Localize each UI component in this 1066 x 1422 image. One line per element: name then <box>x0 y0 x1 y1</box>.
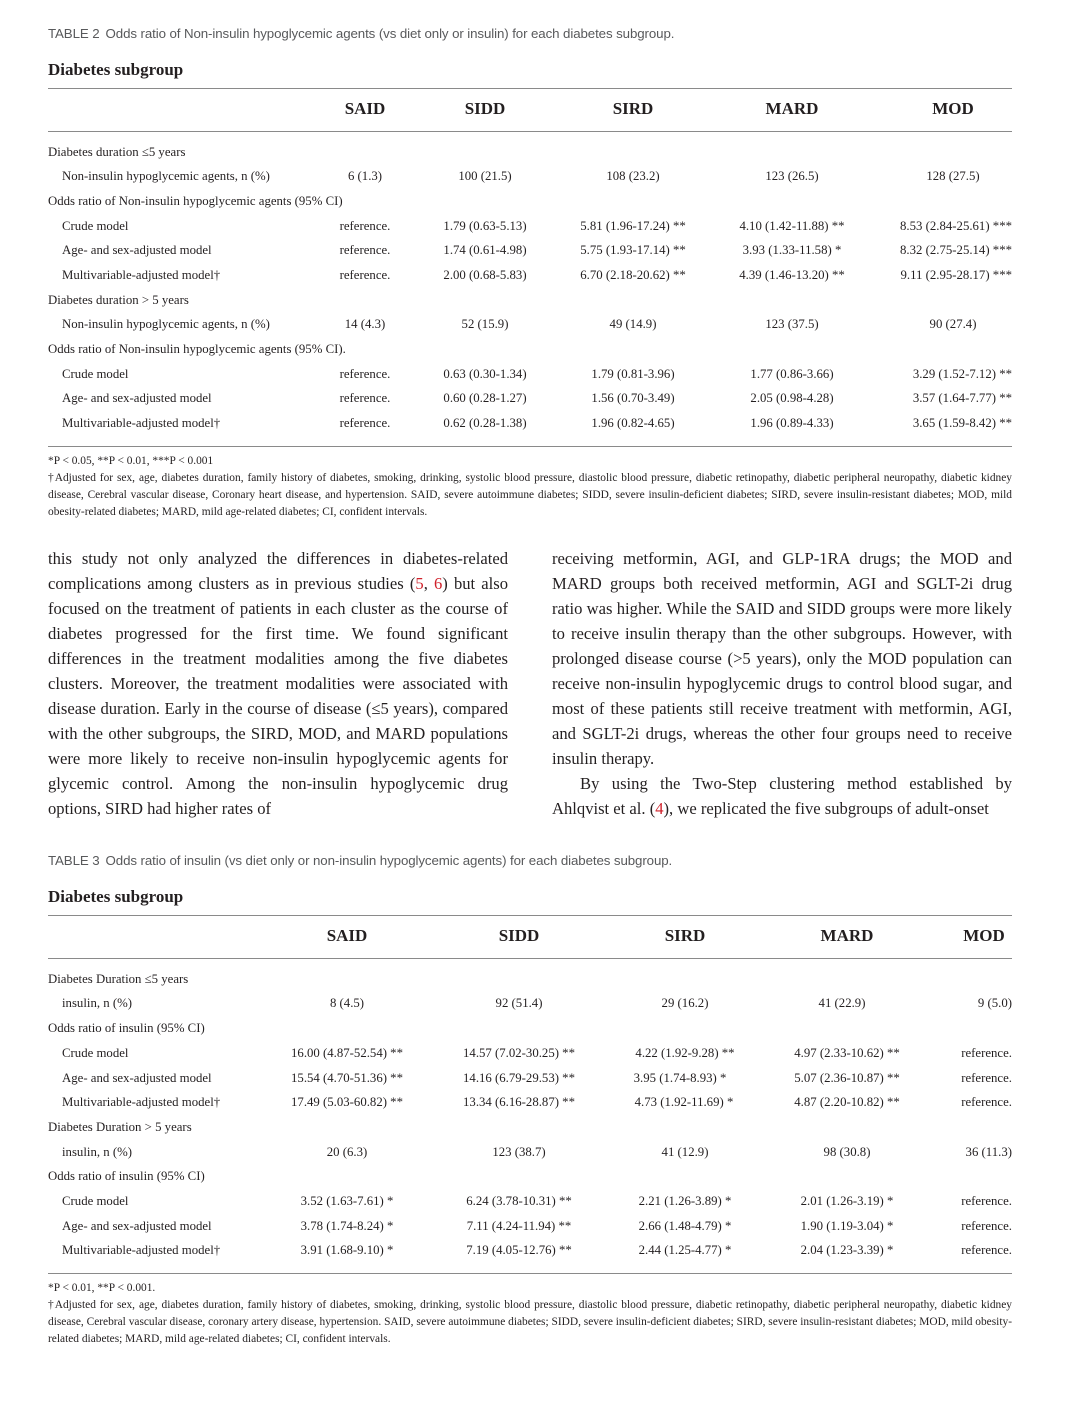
cell: 52 (15.9) <box>461 317 509 331</box>
column-header-said: SAID <box>326 926 368 945</box>
table-row <box>0 1219 1066 1241</box>
cell: 7.19 (4.05-12.76) ** <box>466 1243 572 1257</box>
table-row <box>0 169 1066 191</box>
cell: 3.65 (1.59-8.42) ** <box>912 416 1012 430</box>
row-label: Crude model <box>62 367 129 381</box>
table-row <box>0 268 1066 290</box>
cell: 2.21 (1.26-3.89) * <box>638 1194 732 1208</box>
cell: 17.49 (5.03-60.82) ** <box>291 1095 403 1109</box>
row-label: Crude model <box>62 1194 129 1208</box>
text-run: this study not only analyzed the differences in diabetes-related complications among clusters as in previous studies ( <box>48 549 508 593</box>
text-run: , <box>423 574 434 593</box>
table-2-caption <box>48 26 674 41</box>
table-label: TABLE 2 <box>48 26 100 41</box>
table-row <box>0 1046 1066 1068</box>
cell: 1.79 (0.81-3.96) <box>591 367 675 381</box>
section-heading-row <box>0 972 1066 994</box>
table-row <box>0 243 1066 265</box>
cell: reference. <box>961 1243 1012 1257</box>
section-heading-row <box>0 293 1066 315</box>
cell: reference. <box>961 1219 1012 1233</box>
table-rule-header <box>48 131 1012 132</box>
column-header-sidd: SIDD <box>464 99 506 118</box>
column-header-mod: MOD <box>963 926 1005 945</box>
cell: 4.22 (1.92-9.28) ** <box>635 1046 735 1060</box>
cell: 20 (6.3) <box>326 1145 368 1159</box>
table-rule-bottom <box>48 1273 1012 1274</box>
row-label: Multivariable-adjusted model† <box>62 1095 221 1109</box>
row-label: Multivariable-adjusted model† <box>62 416 221 430</box>
cell: reference. <box>961 1095 1012 1109</box>
or-heading: Odds ratio of insulin (95% CI) <box>48 1169 205 1183</box>
section-heading: Diabetes duration > 5 years <box>48 293 189 307</box>
row-label: Age- and sex-adjusted model <box>62 1071 212 1085</box>
paragraph: receiving metformin, AGI, and GLP-1RA drugs; the MOD and MARD groups both received metformin, AGI and SGLT-2i drug ratio was higher. While the SAID and SIDD groups were more likely to receive insulin therapy than the other subgroups. However, with prolonged disease course (>5 years), only the MOD population can receive non-insulin hypoglycemic drugs to control blood sugar, and most of these patients still receive treatment with metformin, AGI, and SGLT-2i drugs, whereas the other four groups need to receive insulin therapy. <box>552 549 1012 768</box>
row-label: Non-insulin hypoglycemic agents, n (%) <box>62 169 270 183</box>
table-row <box>0 219 1066 241</box>
cell: 9 (5.0) <box>977 996 1012 1010</box>
cell: 98 (30.8) <box>823 1145 871 1159</box>
cell: 1.56 (0.70-3.49) <box>591 391 675 405</box>
cell: 100 (21.5) <box>458 169 512 183</box>
footnote-significance: *P < 0.01, **P < 0.001. <box>48 1282 156 1294</box>
cell: 4.39 (1.46-13.20) ** <box>739 268 845 282</box>
table-row <box>0 996 1066 1018</box>
cell: 16.00 (4.87-52.54) ** <box>291 1046 403 1060</box>
column-header-sidd: SIDD <box>498 926 540 945</box>
or-heading: Odds ratio of insulin (95% CI) <box>48 1021 205 1035</box>
cell: 6.70 (2.18-20.62) ** <box>580 268 686 282</box>
row-label: Age- and sex-adjusted model <box>62 1219 212 1233</box>
text-run: ), we replicated the five subgroups of adult-onset <box>663 799 989 818</box>
cell: 0.62 (0.28-1.38) <box>443 416 527 430</box>
subgroup-heading: Diabetes subgroup <box>48 887 184 906</box>
or-heading: Odds ratio of Non-insulin hypoglycemic agents (95% CI) <box>48 194 343 208</box>
table-rule-header <box>48 958 1012 959</box>
cell: 15.54 (4.70-51.36) ** <box>291 1071 403 1085</box>
cell: 9.11 (2.95-28.17) *** <box>900 268 1012 282</box>
cell: 29 (16.2) <box>661 996 709 1010</box>
table-row <box>0 416 1066 438</box>
column-header-sird: SIRD <box>664 926 706 945</box>
row-label: Crude model <box>62 219 129 233</box>
or-heading: Odds ratio of Non-insulin hypoglycemic agents (95% CI). <box>48 342 346 356</box>
table-row <box>0 1095 1066 1117</box>
column-header-sird: SIRD <box>612 99 654 118</box>
table-row <box>0 317 1066 339</box>
table-row <box>0 367 1066 389</box>
cell: 3.93 (1.33-11.58) * <box>742 243 842 257</box>
cell: 123 (37.5) <box>765 317 819 331</box>
cell: 3.52 (1.63-7.61) * <box>300 1194 394 1208</box>
table-row <box>0 391 1066 413</box>
footnote-significance: *P < 0.05, **P < 0.01, ***P < 0.001 <box>48 455 214 467</box>
citation-link[interactable]: 5 <box>415 574 424 593</box>
or-heading-row <box>0 194 1066 216</box>
paragraph <box>48 546 508 821</box>
cell: 2.00 (0.68-5.83) <box>443 268 527 282</box>
row-label: Non-insulin hypoglycemic agents, n (%) <box>62 317 270 331</box>
cell: 36 (11.3) <box>965 1145 1012 1159</box>
column-header-mod: MOD <box>932 99 974 118</box>
or-heading-row <box>0 342 1066 364</box>
text-run: ) but also focused on the treatment of patients in each cluster as the course of diabetes progressed for the first time. We found significant differences in the treatment modalities among the five diabetes clusters. Moreover, the treatment modalities were associated with disease duration. Early in the course of disease (≤5 years), compared with the other subgroups, the SIRD, MOD, and MARD populations were more likely to receive non-insulin hypoglycemic agents for glycemic control. Among the non-insulin hypoglycemic drug options, SIRD had higher rates of <box>48 574 509 818</box>
cell: 1.74 (0.61-4.98) <box>443 243 527 257</box>
cell: 1.77 (0.86-3.66) <box>750 367 834 381</box>
cell: 2.04 (1.23-3.39) * <box>800 1243 894 1257</box>
table-row <box>0 1194 1066 1216</box>
cell: 14 (4.3) <box>344 317 386 331</box>
cell: 2.66 (1.48-4.79) * <box>638 1219 732 1233</box>
cell: 2.01 (1.26-3.19) * <box>800 1194 894 1208</box>
section-heading-row <box>0 1120 1066 1142</box>
cell: reference. <box>339 268 391 282</box>
cell: 128 (27.5) <box>926 169 980 183</box>
cell: 49 (14.9) <box>609 317 657 331</box>
cell: 0.60 (0.28-1.27) <box>443 391 527 405</box>
cell: 6 (1.3) <box>347 169 383 183</box>
row-label: Multivariable-adjusted model† <box>62 268 221 282</box>
row-label: Crude model <box>62 1046 129 1060</box>
section-heading-row <box>0 145 1066 167</box>
cell: 41 (12.9) <box>661 1145 709 1159</box>
cell: reference. <box>339 243 391 257</box>
table-row <box>0 1243 1066 1265</box>
cell: 8.53 (2.84-25.61) *** <box>900 219 1012 233</box>
cell: 123 (38.7) <box>492 1145 546 1159</box>
row-label: insulin, n (%) <box>62 996 133 1010</box>
citation-link[interactable]: 6 <box>433 574 443 593</box>
cell: 1.79 (0.63-5.13) <box>443 219 527 233</box>
or-heading-row <box>0 1021 1066 1043</box>
cell: reference. <box>339 219 391 233</box>
column-header-said: SAID <box>344 99 386 118</box>
table-3-footnotes <box>48 1280 1012 1348</box>
cell: 5.81 (1.96-17.24) ** <box>580 219 686 233</box>
cell: reference. <box>961 1194 1012 1208</box>
footnote-adjustment: †Adjusted for sex, age, diabetes duration, family history of diabetes, smoking, drinking, systolic blood pressure, diastolic blood pressure, diabetic retinopathy, diabetic peripheral neuropathy, diabetic kidney disease, Cerebral vascular disease, coronary artery disease, hypertension. SAID, severe autoimmune diabetes; SIDD, severe insulin-deficient diabetes; SIRD, severe insulin-resistant diabetes; MOD, mild obesity-related diabetes; MARD, mild age-related diabetes; CI, confident intervals. <box>48 1299 1012 1345</box>
column-header-mard: MARD <box>820 926 874 945</box>
table-2-footnotes <box>48 453 1012 521</box>
cell: reference. <box>339 391 391 405</box>
section-heading: Diabetes duration ≤5 years <box>48 145 186 159</box>
row-label: insulin, n (%) <box>62 1145 133 1159</box>
table-rule-bottom <box>48 446 1012 447</box>
cell: 41 (22.9) <box>818 996 866 1010</box>
cell: 3.29 (1.52-7.12) ** <box>912 367 1012 381</box>
section-heading: Diabetes Duration > 5 years <box>48 1120 192 1134</box>
section-heading: Diabetes Duration ≤5 years <box>48 972 189 986</box>
footnote-adjustment: †Adjusted for sex, age, diabetes duration, family history of diabetes, smoking, drinking, systolic blood pressure, diastolic blood pressure, diabetic retinopathy, diabetic peripheral neuropathy, diabetic kidney disease, Cerebral vascular disease, Coronary heart disease, and hypertension. SAID, severe autoimmune diabetes; SIDD, severe insulin-deficient diabetes; SIRD, severe insulin-resistant diabetes; MOD, mild obesity-related diabetes; MARD, mild age-related diabetes; CI, confident intervals. <box>48 472 1012 518</box>
cell: 3.78 (1.74-8.24) * <box>300 1219 394 1233</box>
cell: 0.63 (0.30-1.34) <box>443 367 527 381</box>
cell: 2.05 (0.98-4.28) <box>750 391 834 405</box>
caption-text: Odds ratio of Non-insulin hypoglycemic agents (vs diet only or insulin) for each diabetes subgroup. <box>105 26 675 41</box>
cell: 1.90 (1.19-3.04) * <box>800 1219 894 1233</box>
cell: 3.91 (1.68-9.10) * <box>300 1243 394 1257</box>
cell: 90 (27.4) <box>929 317 977 331</box>
cell: 123 (26.5) <box>765 169 819 183</box>
table-3-caption <box>48 853 672 868</box>
subgroup-heading: Diabetes subgroup <box>48 60 184 79</box>
cell: 14.57 (7.02-30.25) ** <box>463 1046 575 1060</box>
cell: 7.11 (4.24-11.94) ** <box>466 1219 572 1233</box>
or-heading-row <box>0 1169 1066 1191</box>
cell: 3.57 (1.64-7.77) ** <box>912 391 1012 405</box>
citation-link[interactable]: 4 <box>655 799 664 818</box>
cell: reference. <box>961 1071 1012 1085</box>
cell: 4.10 (1.42-11.88) ** <box>739 219 845 233</box>
row-label: Age- and sex-adjusted model <box>62 243 212 257</box>
cell: 8 (4.5) <box>329 996 365 1010</box>
cell: 6.24 (3.78-10.31) ** <box>466 1194 572 1208</box>
body-text-left-column <box>48 546 508 821</box>
table-row <box>0 1145 1066 1167</box>
cell: 1.96 (0.82-4.65) <box>591 416 675 430</box>
cell: 4.87 (2.20-10.82) ** <box>794 1095 900 1109</box>
cell: 14.16 (6.79-29.53) ** <box>463 1071 575 1085</box>
row-label: Age- and sex-adjusted model <box>62 391 212 405</box>
cell: 2.44 (1.25-4.77) * <box>638 1243 732 1257</box>
caption-text: Odds ratio of insulin (vs diet only or non-insulin hypoglycemic agents) for each diabetes subgroup. <box>105 853 673 868</box>
paragraph <box>552 771 1012 821</box>
cell: 5.75 (1.93-17.14) ** <box>580 243 686 257</box>
cell: 92 (51.4) <box>495 996 543 1010</box>
row-label: Multivariable-adjusted model† <box>62 1243 221 1257</box>
cell: 1.96 (0.89-4.33) <box>750 416 834 430</box>
cell: 8.32 (2.75-25.14) *** <box>900 243 1012 257</box>
cell: 5.07 (2.36-10.87) ** <box>794 1071 900 1085</box>
body-text-right-column <box>552 546 1012 821</box>
text-run: By using the Two-Step clustering method established by Ahlqvist et al. ( <box>552 774 1012 818</box>
cell: 13.34 (6.16-28.87) ** <box>463 1095 575 1109</box>
cell: 4.73 (1.92-11.69) * <box>634 1095 734 1109</box>
table-rule-top <box>48 88 1012 89</box>
cell: reference. <box>961 1046 1012 1060</box>
cell: 108 (23.2) <box>606 169 660 183</box>
table-row <box>0 1071 1066 1093</box>
table-rule-top <box>48 915 1012 916</box>
table-label: TABLE 3 <box>48 853 100 868</box>
cell: 3.95 (1.74-8.93) * <box>633 1071 727 1085</box>
cell: reference. <box>339 416 391 430</box>
cell: reference. <box>339 367 391 381</box>
cell: 4.97 (2.33-10.62) ** <box>794 1046 900 1060</box>
column-header-mard: MARD <box>765 99 819 118</box>
